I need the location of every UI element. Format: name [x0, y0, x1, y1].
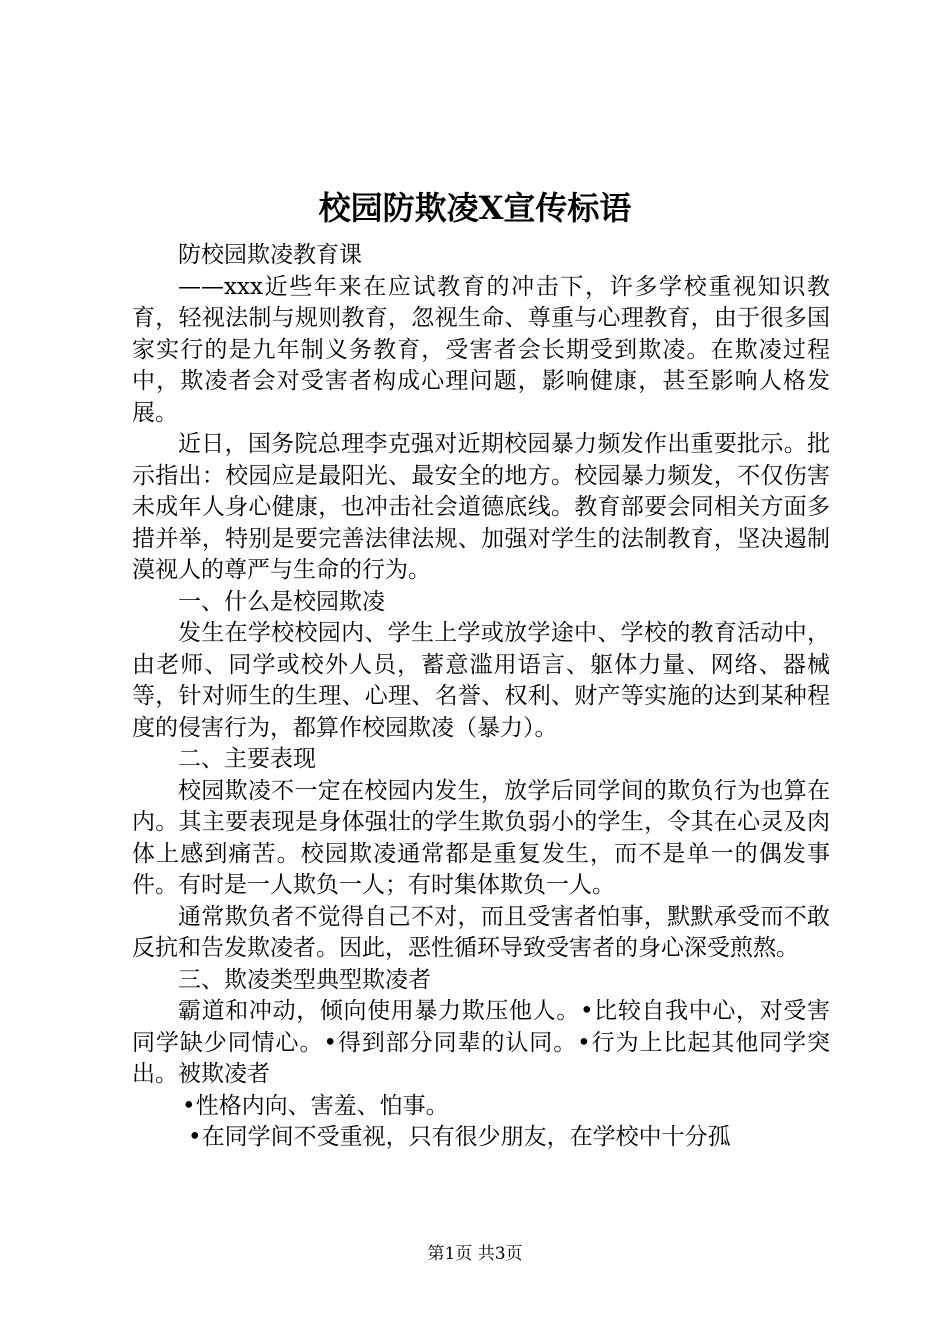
page-footer: 第1页 共3页 [427, 1244, 523, 1264]
victim-trait-item: •性格内向、害羞、怕事。 [182, 1092, 449, 1119]
document-body [132, 240, 830, 1154]
section-heading-types: 三、欺凌类型典型欺凌者 [178, 966, 431, 993]
manifestations-paragraph: 校园欺凌不一定在校园内发生，放学后同学间的欺负行为也算在内。其主要表现是身体强壮的学生欺负弱小的学生，令其在心灵及肉体上感到痛苦。校园欺凌通常都是重复发生，而不是单一的偶发事件。有时是一人欺负一人；有时集体欺负一人。 [132, 777, 830, 898]
definition-paragraph: 发生在学校校园内、学生上学或放学途中、学校的教育活动中，由老师、同学或校外人员，蓄意滥用语言、躯体力量、网络、器械等，针对师生的生理、心理、名誉、权利、财产等实施的达到某种程度的侵害行为，都算作校园欺凌（暴力）。 [132, 620, 830, 741]
bully-traits-paragraph: 霸道和冲动，倾向使用暴力欺压他人。•比较自我中心，对受害同学缺少同情心。•得到部分同辈的认同。•行为上比起其他同学突出。被欺凌者 [132, 998, 830, 1087]
intro-paragraph: ——xxx近些年来在应试教育的冲击下，许多学校重视知识教育，轻视法制与规则教育，忽视生命、尊重与心理教育，由于很多国家实行的是九年制义务教育，受害者会长期受到欺凌。在欺凌过程中，欺凌者会对受害者构成心理问题，影响健康，甚至影响人格发展。 [132, 273, 830, 426]
document-title: 校园防欺凌X宣传标语 [318, 189, 632, 227]
course-heading: 防校园欺凌教育课 [178, 242, 362, 268]
victim-trait-item: •在同学间不受重视，只有很少朋友，在学校中十分孤 [188, 1124, 731, 1150]
section-heading-definition: 一、什么是校园欺凌 [178, 588, 385, 615]
news-paragraph: 近日，国务院总理李克强对近期校园暴力频发作出重要批示。批示指出：校园应是最阳光、最安全的地方。校园暴力频发，不仅伤害未成年人身心健康，也冲击社会道德底线。教育部要会同相关方面多措并举，特别是要完善法律法规、加强对学生的法制教育，坚决遏制漠视人的尊严与生命的行为。 [132, 431, 830, 583]
section-heading-manifestations: 二、主要表现 [178, 746, 316, 772]
victim-paragraph: 通常欺负者不觉得自己不对，而且受害者怕事，默默承受而不敢反抗和告发欺凌者。因此，恶性循环导致受害者的身心深受煎熬。 [132, 903, 830, 961]
